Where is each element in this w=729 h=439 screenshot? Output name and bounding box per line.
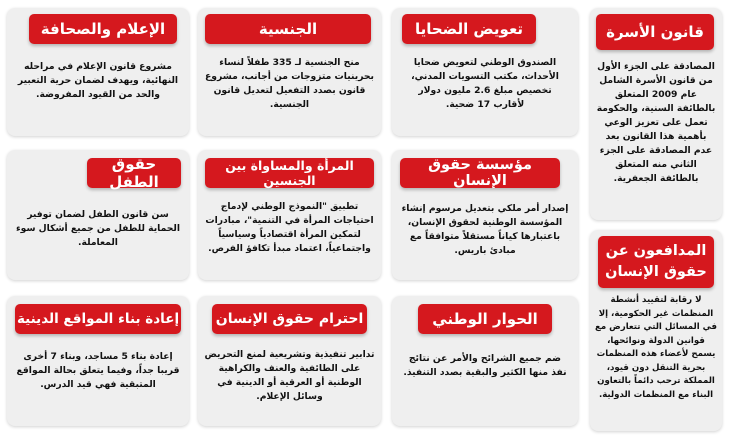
card-women-equality	[198, 150, 381, 280]
card-body: تطبيق "النموذج الوطني لإدماج احتياجات المرأة في التنمية"، مبادرات لتمكين المرأة اقتصادياً وسياسياً واجتماعياً، اعتماد مبدأ تكافؤ الفرص.	[205, 201, 374, 254]
card-respect-human-rights	[198, 296, 381, 426]
card-body: ضم جميع الشرائح والأمر عن نتائج نفذ منها الكثير والبقية بصدد التنفيذ.	[403, 353, 567, 378]
card-body: لا رقابة لتقييد أنشطة المنظمات غير الحكومية، إلا في المسائل التي تتعارض مع قوانين الدولة ونوائحها، يسمح لأعضاء هذه المنظمات بحرية التنقل دون قيود، المملكة ترحب دائماً بالتعاون البناء مع المنظمات الدولية.	[595, 295, 717, 400]
card-victims-compensation	[392, 8, 578, 136]
card-title: احترام حقوق الإنسان	[212, 304, 367, 334]
card-title: المدافعون عن حقوق الإنسان	[598, 236, 714, 288]
card-media-press	[7, 8, 189, 136]
card-human-rights-institution	[392, 150, 578, 280]
card-title: الجنسية	[205, 14, 371, 44]
card-family-law	[590, 8, 722, 220]
card-title: إعادة بناء المواقع الدينية	[15, 304, 181, 334]
card-human-rights-defenders	[590, 230, 722, 431]
card-body: سن قانون الطفل لضمان توفير الحماية للطفل من جميع أشكال سوء المعاملة.	[15, 209, 180, 248]
card-national-dialogue	[392, 296, 578, 426]
card-nationality	[198, 8, 381, 136]
card-body: الصندوق الوطني لتعويض ضحايا الأحداث، مكتب التسويات المدني، تخصيص مبلغ 2.6 مليون دولار لأقارب 17 ضحية.	[411, 57, 559, 110]
card-body: إصدار أمر ملكي بتعديل مرسوم إنشاء المؤسسة الوطنية لحقوق الإنسان، باعتبارها كياناً مستقلاً متوافقاً مع مبادئ باريس.	[401, 203, 569, 256]
card-title: حقوق الطفل	[87, 158, 181, 188]
card-body: تدابير تنفيذية وتشريعية لمنع التحريض على الطائفية والعنف والكراهية الوطنية أو العرقية أو الدينية في وسائل الإعلام.	[204, 349, 375, 402]
card-body: إعادة بناء 5 مساجد، وبناء 7 أخرى قريبا جداً، وفيما يتعلق بحالة المواقع المتبقية فهي قيد الدرس.	[16, 351, 180, 390]
card-title: الحوار الوطني	[418, 304, 552, 334]
card-title: المرأة والمساواة بين الجنسين	[205, 158, 374, 188]
card-child-rights	[7, 150, 189, 280]
card-title: تعويض الضحايا	[402, 14, 536, 44]
card-title: الإعلام والصحافة	[29, 14, 177, 44]
card-body: مشروع قانون الإعلام في مراحله النهائية، ويهدف لضمان حرية التعبير والحد من القيود المفروضة.	[17, 61, 179, 100]
card-title: مؤسسة حقوق الإنسان	[400, 158, 560, 188]
card-body: منح الجنسية لـ 335 طفلاً لنساء بحرينيات متزوجات من أجانب، مشروع قانون بصدد التفعيل لتعديل قانون الجنسية.	[205, 57, 374, 110]
card-religious-sites	[7, 296, 189, 426]
card-body: المصادقة على الجزء الأول من قانون الأسرة الشامل عام 2009 المتعلق بالطائفة السنية، والحكومة تعمل على تعزيز الوعي بأهمية هذا القانون بعد عدم المصادقة على الجزء الثاني منه المتعلق بالطائفة الجعفرية.	[596, 61, 716, 184]
card-title: قانون الأسرة	[596, 14, 714, 50]
